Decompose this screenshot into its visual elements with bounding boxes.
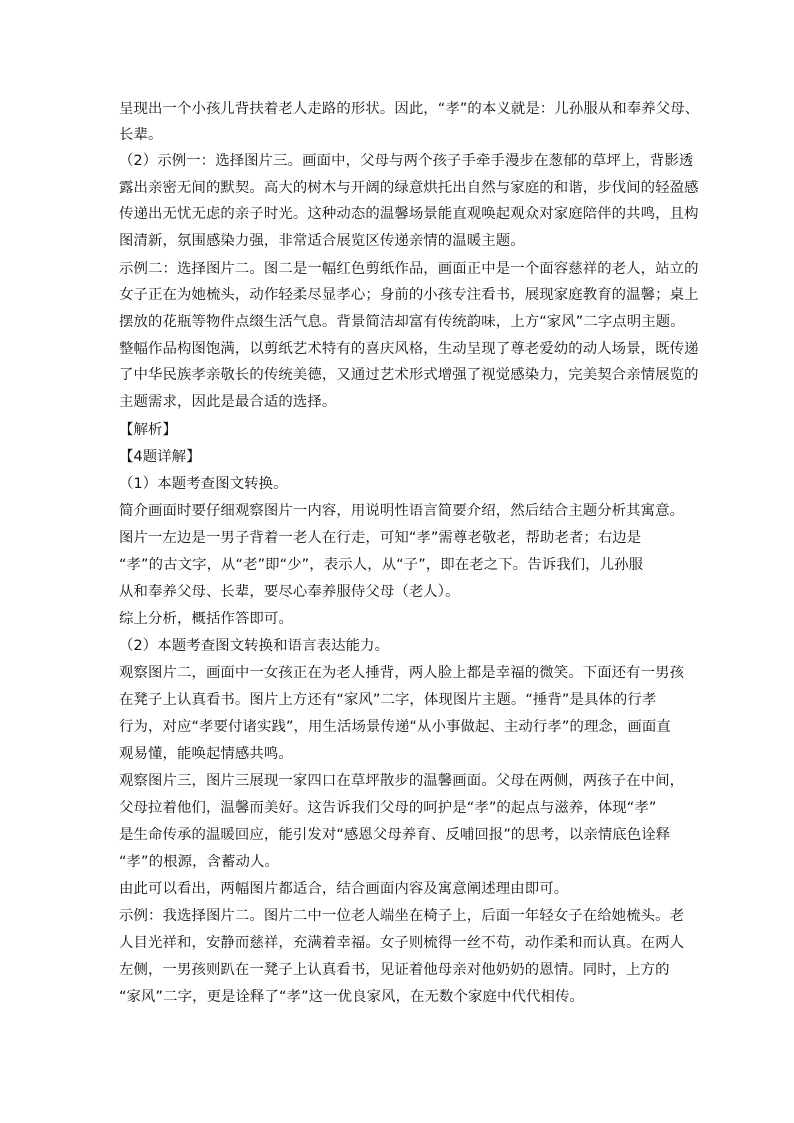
text-line-30: 由此可以看出，两幅图片都适合，结合画面内容及寓意阐述理由即可。 [119, 881, 569, 897]
text-line-6: 图清新，氛围感染力强，非常适合展览区传递亲情的温暖主题。 [119, 233, 525, 249]
text-line-10: 整幅作品构图饱满，以剪纸艺术特有的喜庆风格，生动呈现了尊老爱幼的动人场景，既传递 [119, 341, 699, 357]
text-line-29: “孝”的根源，含蓄动人。 [119, 854, 280, 870]
text-line-27: 父母拉着他们，温馨而美好。这告诉我们父母的呵护是“孝”的起点与滋养，体现“孝” [119, 800, 657, 816]
text-line-26: 观察图片三，图片三展现一家四口在草坪散步的温馨画面。父母在两侧，两孩子在中间， [119, 773, 685, 789]
text-line-25: 观易懂，能唤起情感共鸣。 [119, 746, 293, 762]
text-line-3: （2）示例一：选择图片三。画面中，父母与两个孩子手牵手漫步在葱郁的草坪上，背影透 [119, 153, 694, 169]
text-line-22: 观察图片二，画面中一女孩正在为老人捶背，两人脸上都是幸福的微笑。下面还有一男孩 [119, 665, 685, 681]
text-line-4: 露出亲密无间的默契。高大的树木与开阔的绿意烘托出自然与家庭的和谐，步伐间的轻盈感 [119, 180, 699, 196]
section-heading-analysis: 【解析】 [119, 422, 177, 438]
text-line-23: 在凳子上认真看书。图片上方还有“家风”二字，体现图片主题。“捶背”是具体的行孝 [119, 692, 657, 708]
section-heading-q4: 【4题详解】 [119, 449, 201, 465]
text-line-21: （2）本题考查图文转换和语言表达能力。 [119, 638, 390, 654]
text-line-5: 传递出无忧无虑的亲子时光。这种动态的温馨场景能直观唤起观众对家庭陪伴的共鸣，且构 [119, 206, 699, 222]
text-line-17: 图片一左边是一男子背着一老人在行走，可知“孝”需尊老敬老，帮助老者；右边是 [119, 530, 642, 546]
text-line-11: 了中华民族孝亲敬长的传统美德，又通过艺术形式增强了视觉感染力，完美契合亲情展览的 [119, 367, 699, 383]
text-line-8: 女子正在为她梳头，动作轻柔尽显孝心；身前的小孩专注看书，展现家庭教育的温馨；桌上 [119, 287, 699, 303]
text-line-12: 主题需求，因此是最合适的选择。 [119, 394, 337, 410]
text-line-34: “家风”二字，更是诠释了“孝”这一优良家风，在无数个家庭中代代相传。 [119, 989, 584, 1005]
text-line-33: 左侧，一男孩则趴在一凳子上认真看书，见证着他母亲对他奶奶的恩情。同时，上方的 [119, 962, 670, 978]
text-line-7: 示例二：选择图片二。图二是一幅红色剪纸作品，画面正中是一个面容慈祥的老人，站立的 [119, 261, 699, 277]
text-line-19: 从和奉养父母、长辈，要尽心奉养服侍父母（老人）。 [119, 584, 460, 600]
text-line-32: 人目光祥和，安静而慈祥，充满着幸福。女子则梳得一丝不苟，动作柔和而认真。在两人 [119, 935, 685, 951]
text-line-28: 是生命传承的温暖回应，能引发对“感恩父母养育、反哺回报”的思考，以亲情底色诠释 [119, 827, 671, 843]
text-line-2: 长辈。 [119, 127, 163, 143]
text-line-20: 综上分析，概括作答即可。 [119, 611, 293, 627]
text-line-16: 简介画面时要仔细观察图片一内容，用说明性语言简要介绍，然后结合主题分析其寓意。 [119, 503, 685, 519]
text-line-15: （1）本题考查图文转换。 [119, 476, 288, 492]
text-line-31: 示例：我选择图片二。图片二中一位老人端坐在椅子上，后面一年轻女子在给她梳头。老 [119, 908, 685, 924]
text-line-24: 行为，对应“孝要付诸实践”，用生活场景传递“从小事做起、主动行孝”的理念，画面直 [119, 719, 671, 735]
text-line-1: 呈现出一个小孩儿背扶着老人走路的形状。因此，“孝”的本义就是：儿孙服从和奉养父母、 [119, 101, 700, 117]
text-line-18: “孝”的古文字，从“老”即“少”，表示人，从“子”，即在老之下。告诉我们，儿孙服 [119, 557, 644, 573]
text-line-9: 摆放的花瓶等物件点缀生活气息。背景简洁却富有传统韵味，上方“家风”二字点明主题。 [119, 314, 685, 330]
